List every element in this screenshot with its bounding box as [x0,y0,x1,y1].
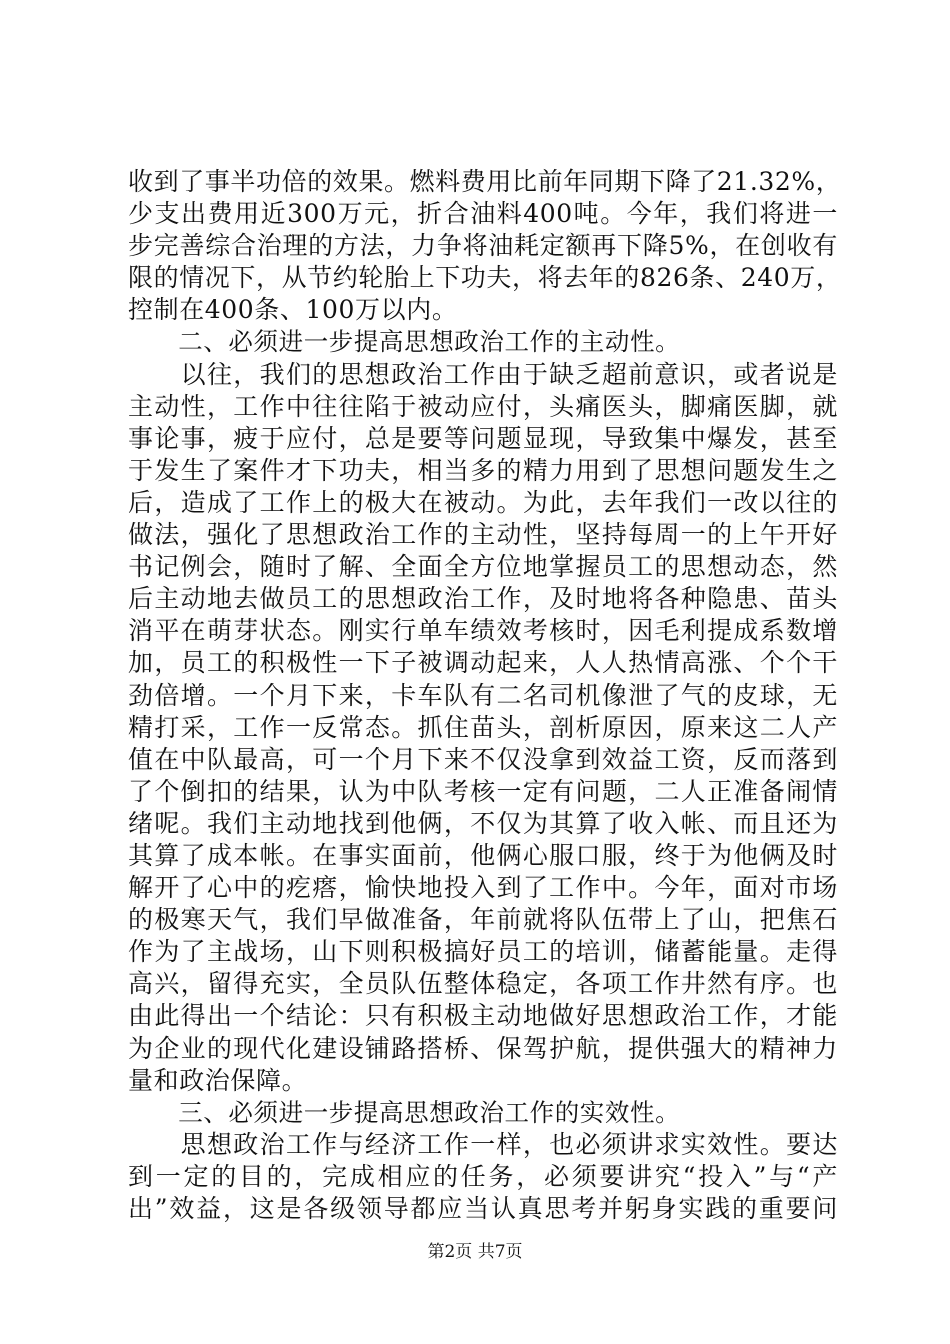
text-line: 以往，我们的思想政治工作由于缺乏超前意识，或者说是 [128,359,838,389]
text-line: 解开了心中的疙瘩，愉快地投入到了工作中。今年，面对市场 [128,873,838,903]
text-line: 到一定的目的，完成相应的任务，必须要讲究“投入”与“产 [128,1161,838,1191]
text-line: 主动性，工作中往往陷于被动应付，头痛医头，脚痛医脚，就 [128,391,838,421]
text-line: 量和政治保障。 [128,1065,308,1095]
section-heading: 三、必须进一步提高思想政治工作的实效性。 [128,1097,681,1127]
text-line: 后主动地去做员工的思想政治工作，及时地将各种隐患、苗头 [128,584,838,614]
text-line: 控制在400条、100万以内。 [128,295,458,325]
text-line: 限的情况下，从节约轮胎上下功夫，将去年的826条、240万， [128,263,842,293]
text-line: 出”效益，这是各级领导都应当认真思考并躬身实践的重要问 [128,1194,838,1223]
text-line: 的极寒天气，我们早做准备，年前就将队伍带上了山，把焦石 [128,905,838,935]
text-line: 步完善综合治理的方法，力争将油耗定额再下降5%，在创收有 [128,231,838,261]
page-footer: 第2页 共7页 [427,1242,523,1262]
text-line: 思想政治工作与经济工作一样，也必须讲求实效性。要达 [128,1129,838,1159]
text-line: 收到了事半功倍的效果。燃料费用比前年同期下降了21.32%， [128,167,842,196]
text-line: 后，造成了工作上的极大在被动。为此，去年我们一改以往的 [128,487,838,517]
text-line: 精打采，工作一反常态。抓住苗头，剖析原因，原来这二人产 [128,712,838,742]
text-line: 于发生了案件才下功夫，相当多的精力用到了思想问题发生之 [128,455,838,485]
text-line: 劲倍增。一个月下来，卡车队有二名司机像泄了气的皮球，无 [128,680,838,710]
text-line: 事论事，疲于应付，总是要等问题显现，导致集中爆发，甚至 [128,423,838,453]
document-body [128,166,842,1225]
text-line: 由此得出一个结论：只有积极主动地做好思想政治工作，才能 [128,1001,838,1031]
text-line: 书记例会，随时了解、全面全方位地掌握员工的思想动态，然 [128,552,838,582]
section-heading: 二、必须进一步提高思想政治工作的主动性。 [128,327,681,357]
text-line: 为企业的现代化建设铺路搭桥、保驾护航，提供强大的精神力 [128,1033,838,1063]
text-line: 其算了成本帐。在事实面前，他俩心服口服，终于为他俩及时 [128,840,838,870]
text-line: 少支出费用近300万元，折合油料400吨。今年，我们将进一 [128,199,838,229]
text-line: 做法，强化了思想政治工作的主动性，坚持每周一的上午开好 [128,520,838,550]
text-line: 加，员工的积极性一下子被调动起来，人人热情高涨、个个干 [128,648,838,678]
text-line: 了个倒扣的结果，认为中队考核一定有问题，二人正准备闹情 [128,776,838,806]
text-line: 值在中队最高，可一个月下来不仅没拿到效益工资，反而落到 [128,744,838,774]
text-line: 消平在萌芽状态。刚实行单车绩效考核时，因毛利提成系数增 [128,616,838,646]
text-line: 高兴，留得充实，全员队伍整体稳定，各项工作井然有序。也 [128,969,838,999]
text-line: 作为了主战场，山下则积极搞好员工的培训，储蓄能量。走得 [128,937,838,967]
text-line: 绪呢。我们主动地找到他俩，不仅为其算了收入帐、而且还为 [128,808,838,838]
